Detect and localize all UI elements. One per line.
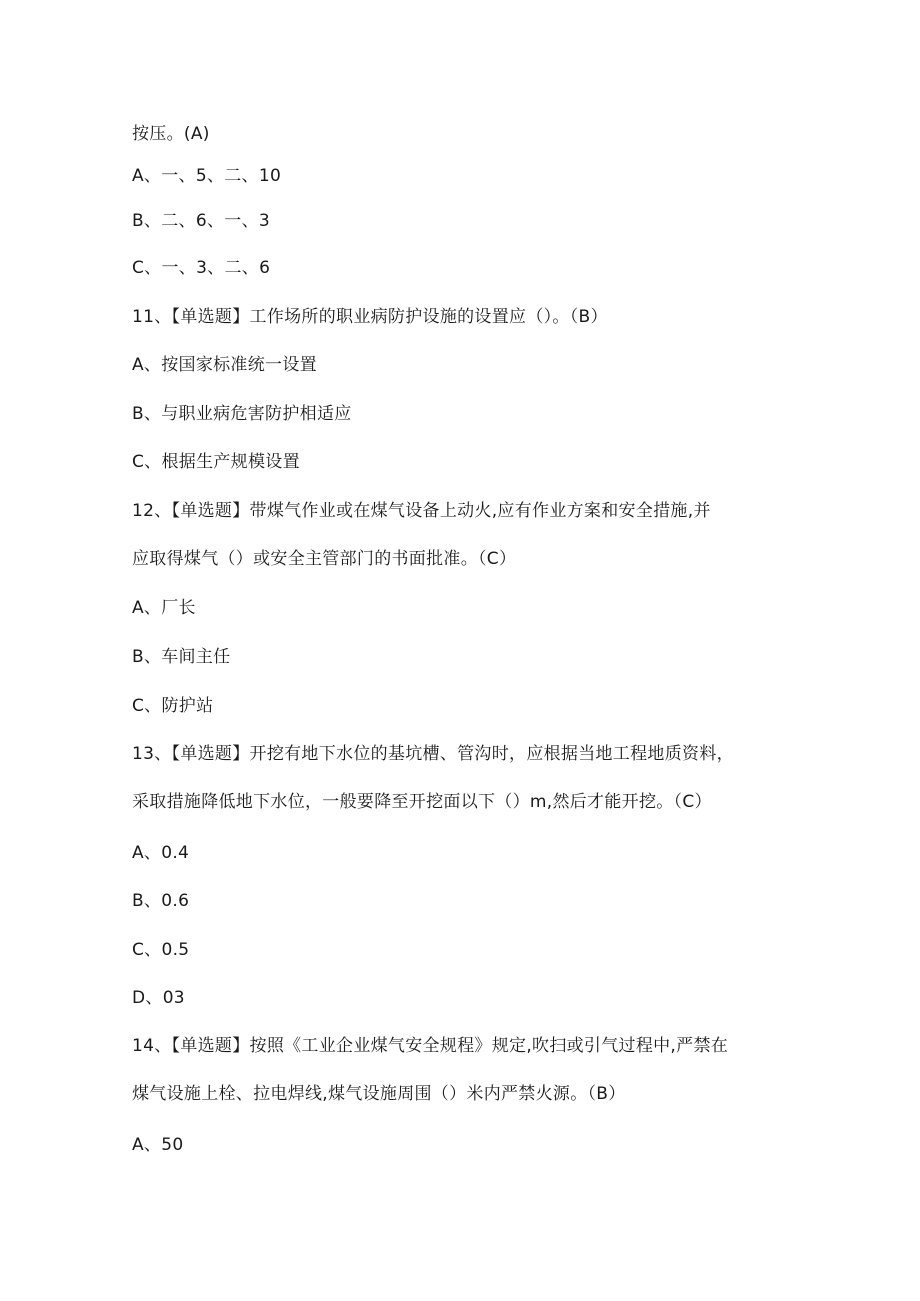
q14-stem-line1: 14、【单选题】按照《工业企业煤气安全规程》规定,吹扫或引气过程中,严禁在	[132, 1036, 729, 1056]
q11-option-a: A、按国家标准统一设置	[132, 355, 317, 375]
q12-stem-line2: 应取得煤气（）或安全主管部门的书面批准。（C）	[132, 549, 517, 569]
q12-option-a: A、厂长	[132, 598, 196, 618]
q11-stem: 11、【单选题】工作场所的职业病防护设施的设置应（）。（B）	[132, 307, 608, 327]
q10-option-a: A、一、5、二、10	[132, 166, 282, 186]
q13-stem-line2: 采取措施降低地下水位，一般要降至开挖面以下（）m,然后才能开挖。（C）	[132, 792, 712, 812]
q10-option-b: B、二、6、一、3	[132, 211, 270, 231]
q10-stem-tail: 按压。(A)	[132, 124, 210, 144]
q13-option-c: C、0.5	[132, 940, 190, 960]
q12-option-c: C、防护站	[132, 696, 214, 716]
q12-option-b: B、车间主任	[132, 647, 231, 667]
q12-stem-line1: 12、【单选题】带煤气作业或在煤气设备上动火,应有作业方案和安全措施,并	[132, 501, 711, 521]
q13-stem-line1: 13、【单选题】开挖有地下水位的基坑槽、管沟时，应根据当地工程地质资料，	[132, 744, 734, 764]
q14-stem-line2: 煤气设施上栓、拉电焊线,煤气设施周围（）米内严禁火源。（B）	[132, 1084, 626, 1104]
q13-option-b: B、0.6	[132, 891, 190, 911]
q14-option-a: A、50	[132, 1135, 184, 1155]
q13-option-a: A、0.4	[132, 843, 190, 863]
q13-option-d: D、03	[132, 988, 185, 1008]
q11-option-c: C、根据生产规模设置	[132, 452, 300, 472]
q10-option-c: C、一、3、二、6	[132, 258, 271, 278]
q11-option-b: B、与职业病危害防护相适应	[132, 404, 352, 424]
